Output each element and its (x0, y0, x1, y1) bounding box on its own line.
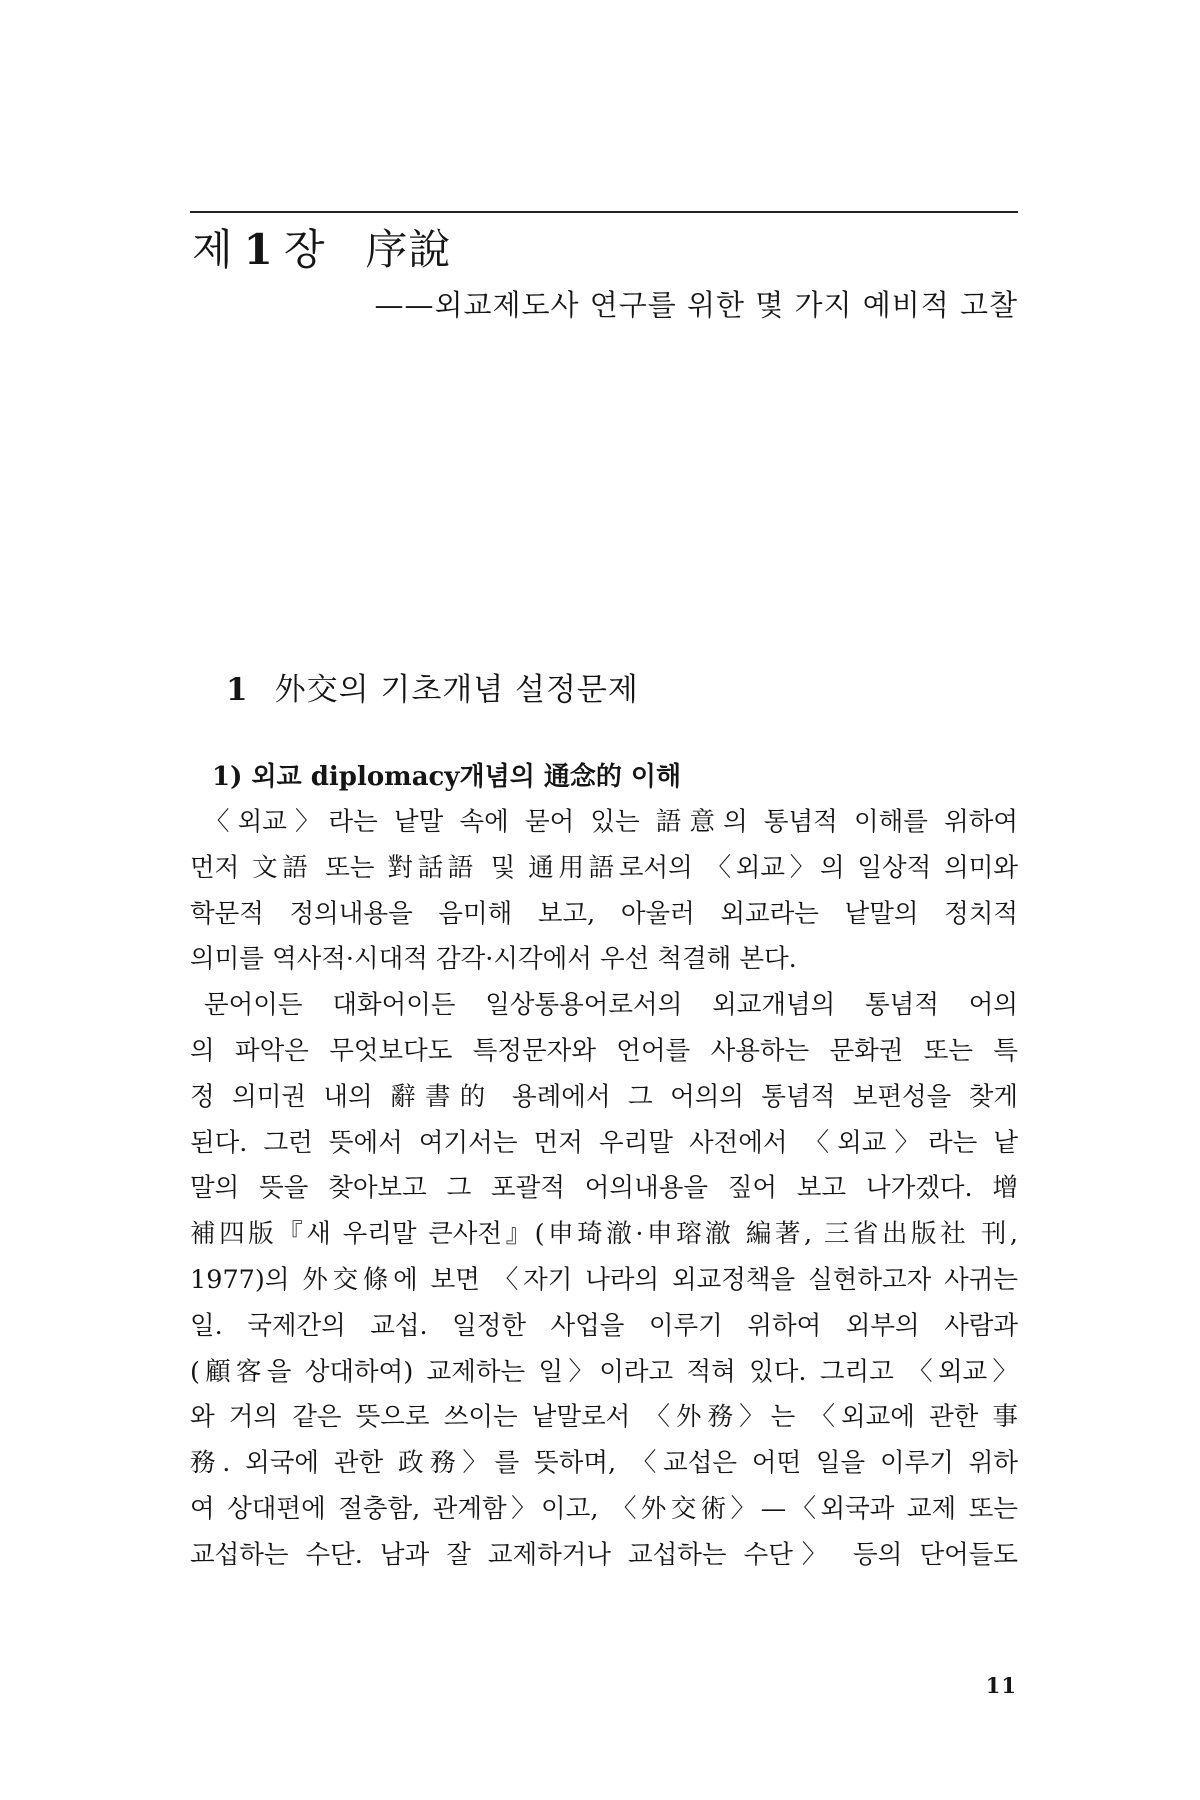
body-line: 와 거의 같은 뜻으로 쓰이는 낱말로서 〈外務〉는 〈외교에 관한 事 (190, 1402, 1018, 1433)
body-line: 문어이든 대화어이든 일상통용어로서의 외교개념의 통념적 어의 (204, 990, 1018, 1021)
body-line: 정 의미권 내의 辭書的 용례에서 그 어의의 통념적 보편성을 찾게 (190, 1081, 1018, 1112)
section-number: 1 (226, 672, 249, 708)
section-title: 外交의 기초개념 설정문제 (274, 672, 639, 708)
body-line: 일. 국제간의 교섭. 일정한 사업을 이루기 위하여 외부의 사람과 (190, 1310, 1018, 1341)
body-line: 교섭하는 수단. 남과 잘 교제하거나 교섭하는 수단〉 등의 단어들도 (190, 1539, 1018, 1570)
chapter-label-suffix: 장 (283, 225, 326, 274)
body-line: 여 상대편에 절충함, 관계함〉이고, 〈外交術〉—〈외국과 교제 또는 (190, 1493, 1018, 1524)
body-line: 의 파악은 무엇보다도 특정문자와 언어를 사용하는 문화권 또는 특 (190, 1035, 1018, 1066)
body-paragraphs (190, 800, 1018, 1579)
chapter-top-rule (190, 211, 1018, 213)
body-line: 된다. 그런 뜻에서 여기서는 먼저 우리말 사전에서 〈외교〉라는 낱 (190, 1127, 1018, 1158)
chapter-subtitle: ——외교제도사 연구를 위한 몇 가지 예비적 고찰 (374, 288, 1018, 322)
body-line: 務. 외국에 관한 政務〉를 뜻하며, 〈교섭은 어떤 일을 이루기 위하 (190, 1448, 1018, 1479)
body-line: 補四版『새 우리말 큰사전』(申琦澈·申瑢澈 編著, 三省出版社 刊, (190, 1219, 1018, 1250)
body-line: 1977)의 外交條에 보면 〈자기 나라의 외교정책을 실현하고자 사귀는 (190, 1264, 1018, 1295)
page-number: 11 (985, 1673, 1017, 1698)
body-line: 의미를 역사적·시대적 감각·시각에서 우선 척결해 본다. (190, 944, 797, 975)
body-line: 말의 뜻을 찾아보고 그 포괄적 어의내용을 짚어 보고 나가겠다. 增 (190, 1173, 1018, 1204)
body-line: 학문적 정의내용을 음미해 보고, 아울러 외교라는 낱말의 정치적 (190, 898, 1018, 929)
section-heading (226, 668, 639, 712)
chapter-title-text: 序說 (365, 225, 452, 274)
subsection-heading: 1) 외교 diplomacy개념의 通念的 이해 (212, 762, 682, 792)
body-line: 먼저 文語 또는 對話語 및 通用語로서의 〈외교〉의 일상적 의미와 (190, 852, 1018, 883)
body-line: 〈외교〉라는 낱말 속에 묻어 있는 語意의 통념적 이해를 위하여 (204, 807, 1018, 837)
chapter-title (192, 222, 451, 278)
chapter-number: 1 (243, 225, 274, 274)
chapter-label-prefix: 제 (192, 225, 234, 274)
body-line: (顧客을 상대하여) 교제하는 일〉이라고 적혀 있다. 그리고 〈외교〉 (190, 1356, 1018, 1387)
